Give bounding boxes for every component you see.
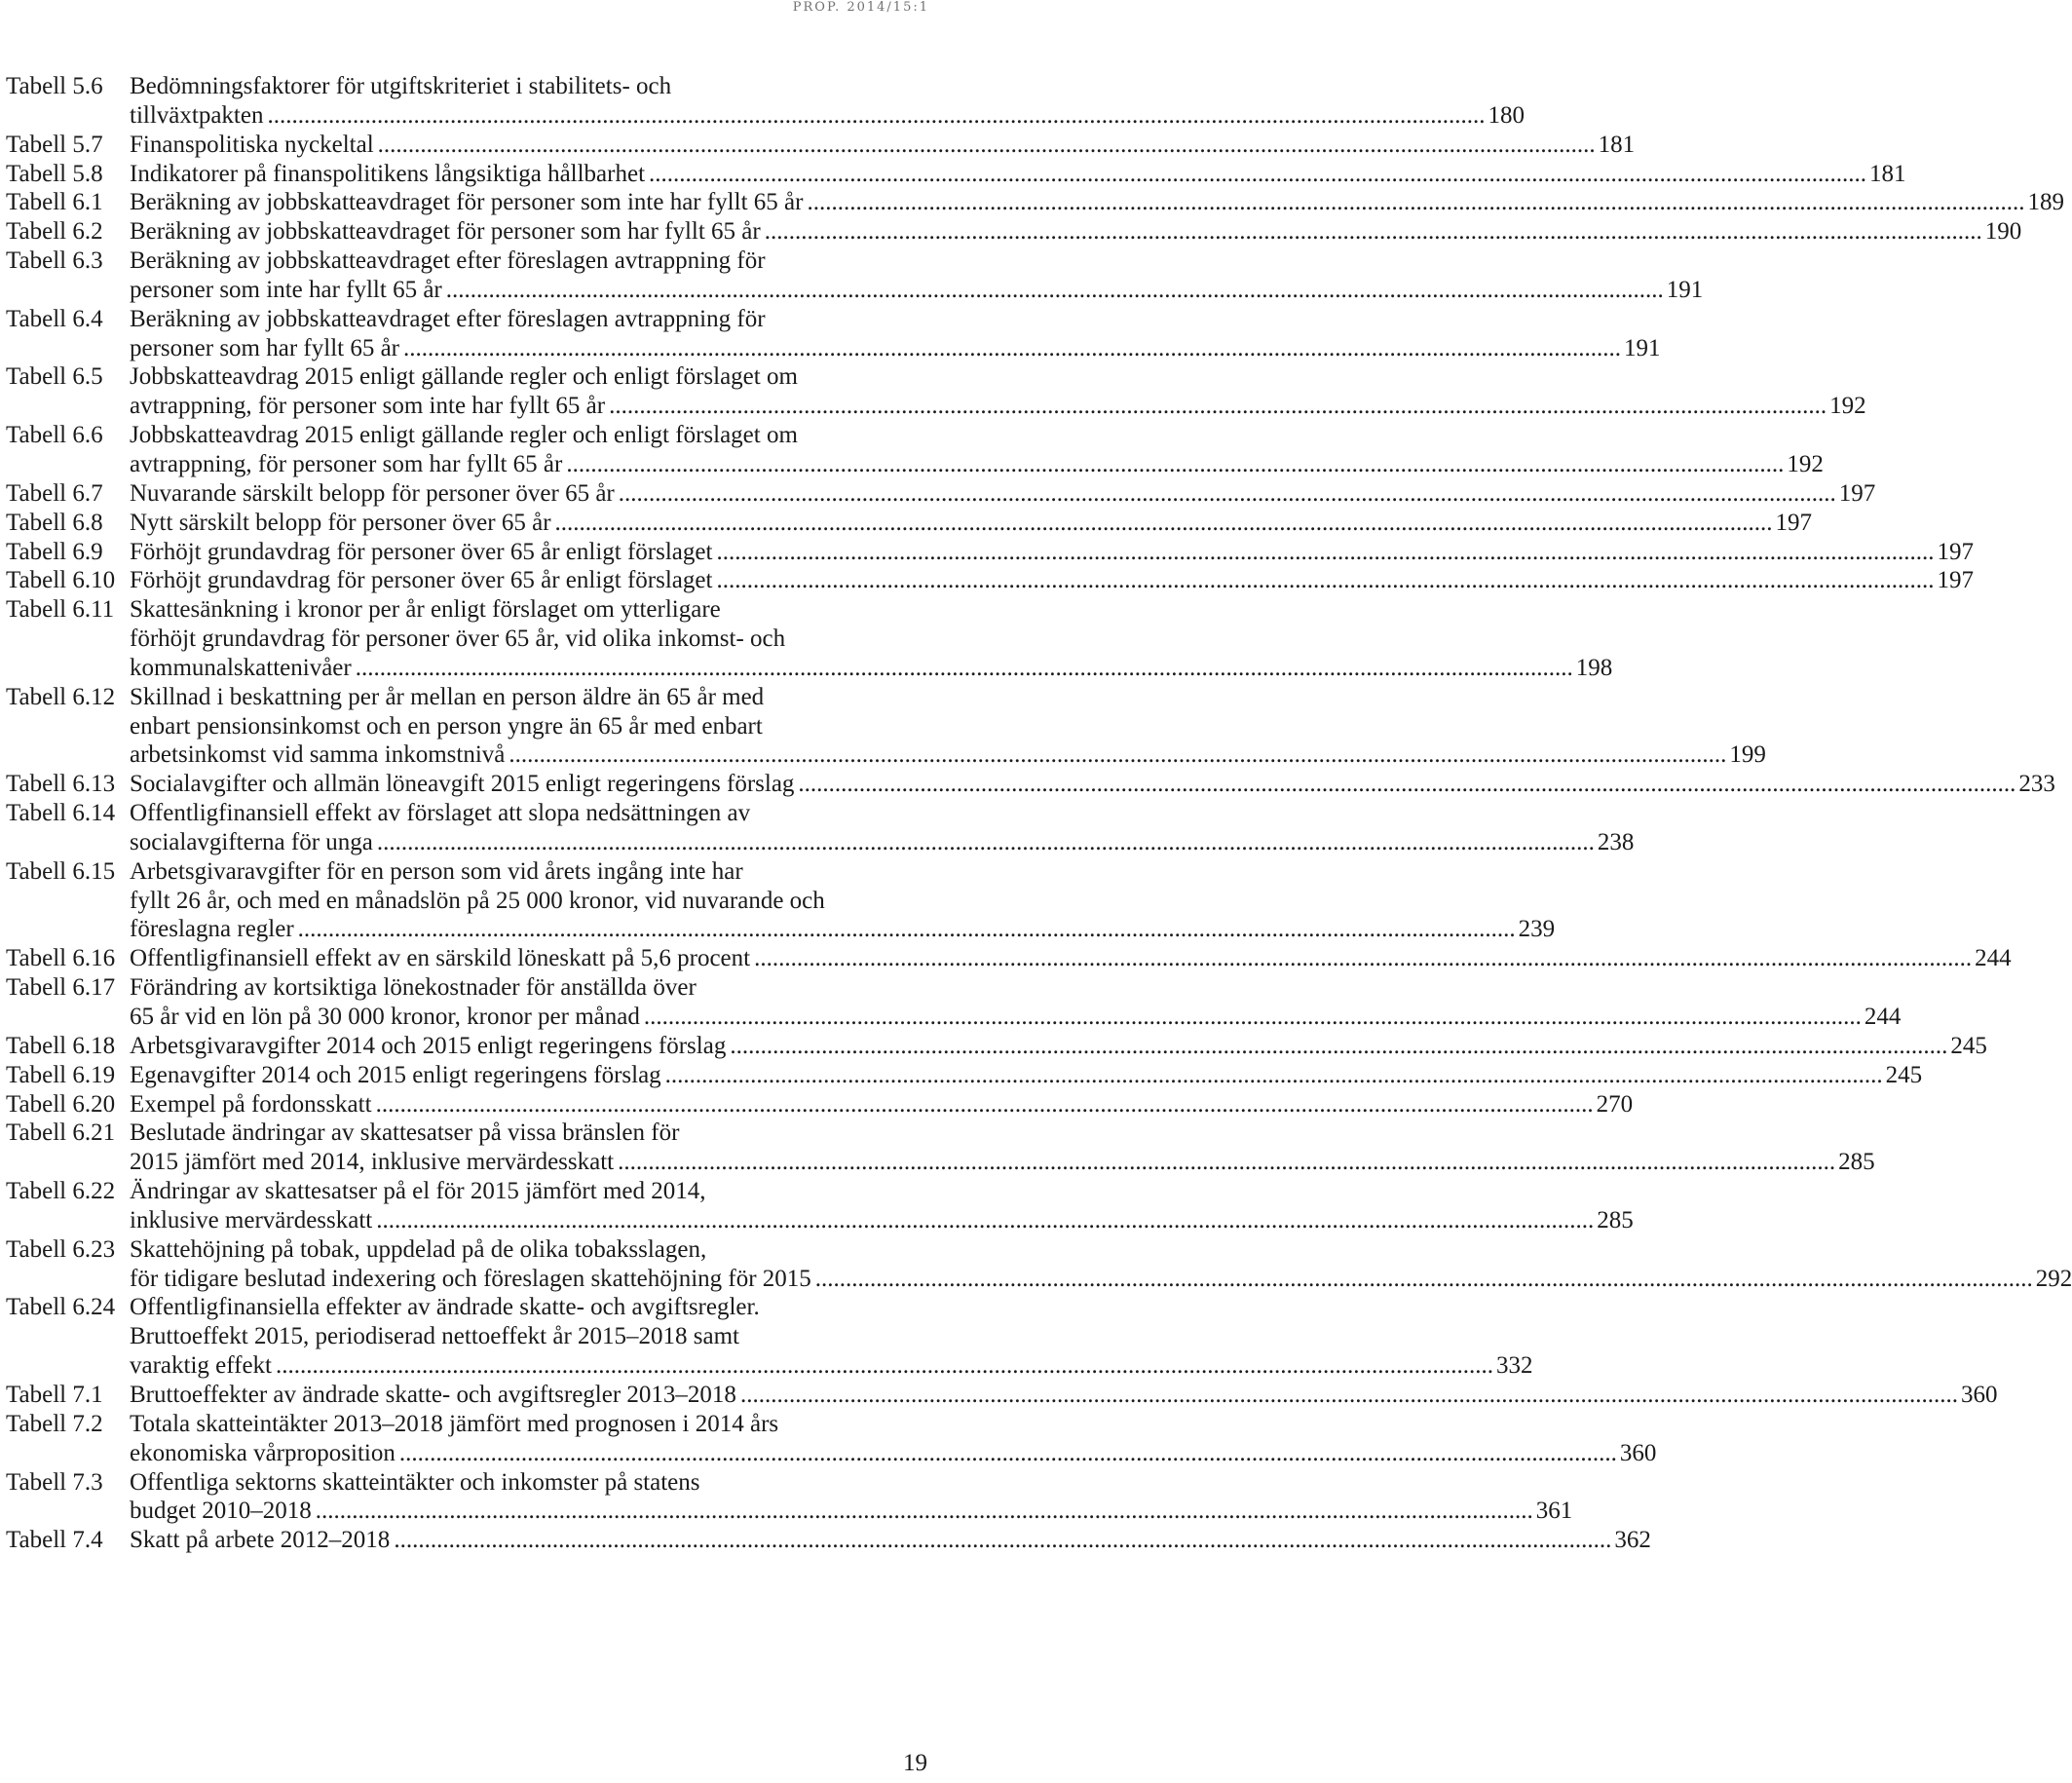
page-ref: 197	[1775, 509, 1813, 536]
title-line: Beräkning av jobbskatteavdraget för personer som inte har fyllt 65 år	[130, 189, 804, 216]
toc-entry	[6, 566, 1974, 595]
title-line: för tidigare beslutad indexering och föreslagen skattehöjning för 2015	[130, 1265, 811, 1292]
toc-entry	[6, 1177, 1634, 1235]
dot-leader	[649, 160, 1866, 189]
dot-leader	[509, 740, 1726, 770]
dot-leader	[376, 1206, 1594, 1235]
table-number: Tabell 6.11	[6, 596, 115, 624]
table-number: Tabell 6.19	[6, 1061, 116, 1088]
toc-entry	[6, 1235, 2072, 1294]
toc-entry	[6, 595, 1613, 683]
dot-leader	[754, 944, 1972, 973]
title-line: tillväxtpakten	[130, 101, 264, 129]
page-ref: 197	[1937, 567, 1974, 594]
title-line: personer som har fyllt 65 år	[130, 334, 400, 361]
table-number: Tabell 5.8	[6, 160, 103, 187]
toc-entry	[6, 160, 1906, 189]
table-number: Tabell 6.14	[6, 800, 116, 827]
entry-title	[130, 509, 1812, 538]
entry-title	[130, 683, 1766, 771]
title-line: Indikatorer på finanspolitikens långsiktiga hållbarhet	[130, 160, 646, 187]
dot-leader	[555, 509, 1773, 538]
page-ref: 292	[2035, 1265, 2072, 1292]
page-ref: 233	[2018, 771, 2055, 798]
title-line: inklusive mervärdesskatt	[130, 1206, 373, 1233]
table-number: Tabell 6.10	[6, 567, 116, 594]
table-number: Tabell 6.20	[6, 1090, 116, 1118]
toc-entry	[6, 973, 1902, 1032]
title-line: Offentligfinansiella effekter av ändrade skatte- och avgiftsregler.	[130, 1294, 760, 1321]
page-ref: 361	[1535, 1498, 1573, 1525]
page-ref: 285	[1597, 1206, 1634, 1233]
page-number: 19	[903, 1750, 927, 1776]
toc-entry	[6, 509, 1813, 538]
toc-entry	[6, 247, 1704, 305]
title-line: enbart pensionsinkomst och en person yngre än 65 år med enbart	[130, 712, 763, 740]
entry-title	[130, 1032, 1987, 1061]
dot-leader	[716, 566, 1934, 595]
entry-title	[130, 1293, 1533, 1381]
title-line: Offentligfinansiell effekt av förslaget att slopa nedsättningen av	[130, 800, 751, 827]
page-ref: 332	[1496, 1352, 1533, 1380]
page-ref: 181	[1598, 131, 1636, 158]
table-number: Tabell 6.18	[6, 1032, 116, 1059]
title-line: Förändring av kortsiktiga lönekostnader för anställda över	[130, 974, 697, 1002]
entry-title	[130, 944, 2012, 973]
title-line: Skattesänkning i kronor per år enligt förslaget om ytterligare	[130, 596, 721, 624]
entry-title	[130, 973, 1901, 1032]
title-line: Beslutade ändringar av skattesatser på vissa bränslen för	[130, 1119, 680, 1147]
table-number: Tabell 7.4	[6, 1527, 103, 1554]
dot-leader	[716, 538, 1934, 567]
title-line: 2015 jämfört med 2014, inklusive mervärdesskatt	[130, 1149, 615, 1176]
table-number: Tabell 5.7	[6, 131, 103, 158]
toc-entry	[6, 72, 1525, 131]
title-line: kommunalskattenivåer	[130, 654, 352, 681]
entry-title	[130, 1119, 1875, 1177]
title-line: personer som inte har fyllt 65 år	[130, 276, 442, 303]
entry-title	[130, 1235, 2072, 1294]
page-ref: 360	[1619, 1439, 1657, 1466]
dot-leader	[446, 276, 1664, 305]
toc-entry	[6, 770, 2055, 799]
toc-entry	[6, 857, 1556, 945]
dot-leader	[267, 101, 1485, 131]
table-number: Tabell 6.8	[6, 509, 103, 536]
entry-title	[130, 770, 2055, 799]
entry-title	[130, 188, 2064, 217]
title-line: Exempel på fordonsskatt	[130, 1090, 372, 1118]
table-number: Tabell 6.17	[6, 974, 116, 1002]
toc-entry	[6, 944, 2012, 973]
dot-leader	[644, 1003, 1862, 1032]
table-number: Tabell 6.7	[6, 479, 103, 507]
title-line: Ändringar av skattesatser på el för 2015 jämfört med 2014,	[130, 1178, 706, 1205]
title-line: Beräkning av jobbskatteavdraget för personer som har fyllt 65 år	[130, 218, 761, 246]
toc-entry	[6, 305, 1661, 363]
entry-title	[130, 247, 1703, 305]
table-number: Tabell 6.23	[6, 1235, 116, 1263]
toc-entry	[6, 188, 2064, 217]
entry-title	[130, 72, 1525, 131]
entry-title	[130, 595, 1612, 683]
toc-entry	[6, 799, 1635, 857]
table-list	[6, 72, 2072, 1555]
page-ref: 245	[1885, 1061, 1923, 1088]
toc-entry	[6, 538, 1974, 567]
page-ref: 245	[1950, 1032, 1987, 1059]
entry-title	[130, 1526, 1651, 1555]
dot-leader	[403, 334, 1621, 363]
toc-entry	[6, 1468, 1573, 1527]
dot-leader	[399, 1439, 1617, 1468]
dot-leader	[316, 1497, 1533, 1526]
entry-title	[130, 421, 1824, 479]
title-line: föreslagna regler	[130, 916, 294, 943]
title-line: Förhöjt grundavdrag för personer över 65 år enligt förslaget	[130, 538, 713, 565]
dot-leader	[566, 450, 1784, 479]
page-ref: 239	[1518, 916, 1556, 943]
title-line: Nuvarande särskilt belopp för personer över 65 år	[130, 479, 615, 507]
title-line: förhöjt grundavdrag för personer över 65 år, vid olika inkomst- och	[130, 626, 786, 653]
title-line: avtrappning, för personer som har fyllt 65 år	[130, 450, 563, 477]
table-number: Tabell 6.5	[6, 363, 103, 391]
title-line: 65 år vid en lön på 30 000 kronor, kronor per månad	[130, 1004, 640, 1030]
page-ref: 192	[1829, 393, 1866, 420]
toc-entry	[6, 1032, 1987, 1061]
table-number: Tabell 6.12	[6, 683, 116, 710]
title-line: Jobbskatteavdrag 2015 enligt gällande regler och enligt förslaget om	[130, 363, 798, 391]
title-line: ekonomiska vårproposition	[130, 1439, 396, 1466]
dot-leader	[665, 1061, 1883, 1090]
dot-leader	[298, 915, 1516, 944]
table-number: Tabell 6.24	[6, 1294, 116, 1321]
page-ref: 192	[1787, 450, 1824, 477]
title-line: arbetsinkomst vid samma inkomstnivå	[130, 741, 506, 769]
entry-title	[130, 217, 2021, 247]
toc-entry	[6, 479, 1876, 509]
table-number: Tabell 6.21	[6, 1119, 116, 1147]
toc-entry	[6, 362, 1866, 421]
entry-title	[130, 1090, 1633, 1119]
page-ref: 270	[1596, 1090, 1634, 1118]
title-line: Totala skatteintäkter 2013–2018 jämfört med prognosen i 2014 års	[130, 1410, 779, 1437]
dot-leader	[815, 1265, 2033, 1294]
toc-entry	[6, 1410, 1657, 1468]
title-line: Skatt på arbete 2012–2018	[130, 1527, 391, 1554]
page-ref: 181	[1869, 160, 1906, 187]
dot-leader	[376, 1090, 1594, 1119]
entry-title	[130, 1177, 1634, 1235]
title-line: Beräkning av jobbskatteavdraget efter föreslagen avtrappning för	[130, 305, 766, 332]
entry-title	[130, 1061, 1922, 1090]
dot-leader	[740, 1381, 1958, 1410]
title-line: Arbetsgivaravgifter för en person som vid årets ingång inte har	[130, 857, 743, 885]
title-line: avtrappning, för personer som inte har fyllt 65 år	[130, 393, 606, 420]
table-number: Tabell 7.3	[6, 1468, 103, 1496]
dot-leader	[618, 1148, 1835, 1177]
page-ref: 198	[1575, 654, 1613, 681]
entry-title	[130, 857, 1555, 945]
title-line: Jobbskatteavdrag 2015 enligt gällande regler och enligt förslaget om	[130, 422, 798, 449]
toc-entry	[6, 1119, 1875, 1177]
toc-entry	[6, 1090, 1634, 1119]
dot-leader	[807, 188, 2024, 217]
entry-title	[130, 1381, 1997, 1410]
page-ref: 189	[2027, 189, 2064, 216]
page-ref: 199	[1729, 741, 1766, 769]
table-number: Tabell 6.16	[6, 945, 116, 972]
title-line: Arbetsgivaravgifter 2014 och 2015 enligt regeringens förslag	[130, 1032, 727, 1059]
dot-leader	[356, 654, 1573, 683]
toc-entry	[6, 1061, 1923, 1090]
title-line: Socialavgifter och allmän löneavgift 2015 enligt regeringens förslag	[130, 771, 795, 798]
page-ref: 238	[1597, 828, 1635, 855]
title-line: Egenavgifter 2014 och 2015 enligt regeringens förslag	[130, 1061, 661, 1088]
title-line: Finanspolitiska nyckeltal	[130, 131, 374, 158]
table-number: Tabell 6.6	[6, 422, 103, 449]
dot-leader	[609, 392, 1827, 421]
title-line: Bruttoeffekt 2015, periodiserad nettoeffekt år 2015–2018 samt	[130, 1323, 740, 1350]
table-number: Tabell 6.1	[6, 189, 103, 216]
table-number: Tabell 5.6	[6, 73, 103, 99]
entry-title	[130, 305, 1661, 363]
title-line: fyllt 26 år, och med en månadslön på 25 000 kronor, vid nuvarande och	[130, 887, 825, 914]
page-ref: 244	[1975, 945, 2012, 972]
table-number: Tabell 6.15	[6, 857, 116, 885]
page-ref: 197	[1838, 479, 1876, 507]
entry-title	[130, 131, 1635, 160]
toc-entry	[6, 131, 1636, 160]
running-header: PROP. 2014/15:1	[792, 0, 929, 15]
entry-title	[130, 1468, 1572, 1527]
dot-leader	[765, 217, 1982, 247]
toc-entry	[6, 683, 1766, 771]
page-ref: 362	[1614, 1527, 1651, 1554]
table-number: Tabell 6.9	[6, 538, 103, 565]
table-number: Tabell 6.13	[6, 771, 116, 798]
table-number: Tabell 7.2	[6, 1410, 103, 1437]
table-number: Tabell 6.3	[6, 247, 103, 275]
page-ref: 197	[1937, 538, 1974, 565]
title-line: Nytt särskilt belopp för personer över 65 år	[130, 509, 551, 536]
title-line: varaktig effekt	[130, 1352, 272, 1380]
dot-leader	[394, 1526, 1611, 1555]
toc-entry	[6, 421, 1824, 479]
toc-entry	[6, 217, 2022, 247]
title-line: Skattehöjning på tobak, uppdelad på de olika tobaksslagen,	[130, 1235, 707, 1263]
page-ref: 285	[1838, 1149, 1875, 1176]
title-line: budget 2010–2018	[130, 1498, 312, 1525]
table-number: Tabell 7.1	[6, 1381, 103, 1408]
page-ref: 244	[1864, 1004, 1902, 1030]
entry-title	[130, 479, 1875, 509]
toc-entry	[6, 1381, 1998, 1410]
dot-leader	[276, 1351, 1493, 1381]
entry-title	[130, 799, 1634, 857]
entry-title	[130, 1410, 1656, 1468]
entry-title	[130, 362, 1866, 421]
title-line: Bedömningsfaktorer för utgiftskriteriet i stabilitets- och	[130, 73, 672, 99]
title-line: socialavgifterna för unga	[130, 828, 373, 855]
page-ref: 360	[1960, 1381, 1998, 1408]
entry-title	[130, 566, 1974, 595]
toc-entry	[6, 1526, 1651, 1555]
title-line: Förhöjt grundavdrag för personer över 65 år enligt förslaget	[130, 567, 713, 594]
dot-leader	[730, 1032, 1947, 1061]
table-number: Tabell 6.22	[6, 1178, 116, 1205]
page-ref: 191	[1624, 334, 1661, 361]
dot-leader	[378, 131, 1596, 160]
title-line: Skillnad i beskattning per år mellan en person äldre än 65 år med	[130, 683, 765, 710]
title-line: Offentliga sektorns skatteintäkter och inkomster på statens	[130, 1468, 700, 1496]
toc-entry	[6, 1293, 1533, 1381]
page-ref: 180	[1488, 101, 1525, 129]
table-number: Tabell 6.2	[6, 218, 103, 246]
dot-leader	[798, 770, 2015, 799]
entry-title	[130, 538, 1974, 567]
entry-title	[130, 160, 1906, 189]
dot-leader	[619, 479, 1836, 509]
title-line: Offentligfinansiell effekt av en särskild löneskatt på 5,6 procent	[130, 945, 751, 972]
title-line: Beräkning av jobbskatteavdraget efter föreslagen avtrappning för	[130, 247, 766, 275]
page-ref: 191	[1666, 276, 1704, 303]
table-number: Tabell 6.4	[6, 305, 103, 332]
title-line: Bruttoeffekter av ändrade skatte- och avgiftsregler 2013–2018	[130, 1381, 736, 1408]
page-ref: 190	[1984, 218, 2022, 246]
dot-leader	[377, 828, 1595, 857]
